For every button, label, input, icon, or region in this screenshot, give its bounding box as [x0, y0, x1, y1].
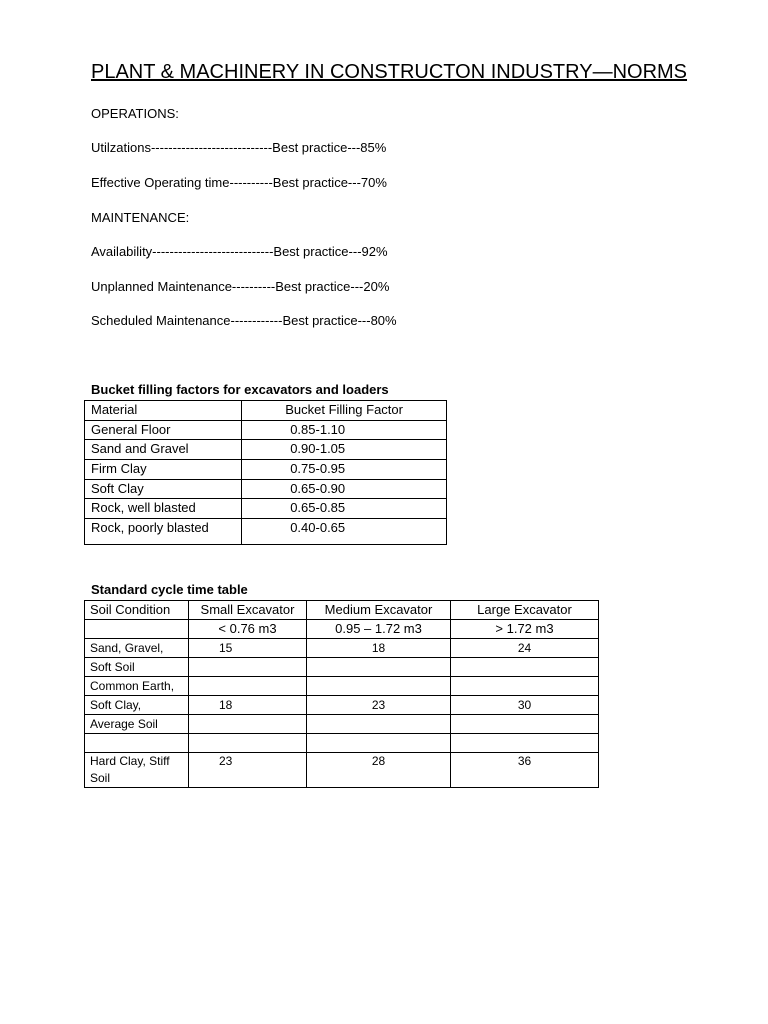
cycle-time-cell — [307, 677, 451, 696]
soil-condition-cell — [85, 734, 189, 753]
factor-cell: 0.40-0.65 — [242, 519, 447, 545]
table-row — [85, 715, 599, 734]
cycle-time-cell: 23 — [307, 696, 451, 715]
cycle-time-cell: 15 — [189, 639, 307, 658]
cycle-time-cell — [451, 658, 599, 677]
table-row — [85, 753, 599, 788]
cycle-time-cell: 36 — [451, 753, 599, 788]
cycle-time-cell: 30 — [451, 696, 599, 715]
factor-cell: 0.75-0.95 — [242, 460, 447, 480]
soil-condition-cell: Soft Clay, — [85, 696, 189, 715]
operations-effective-time-line: Effective Operating time----------Best practice---70% — [91, 175, 387, 190]
material-cell: Sand and Gravel — [85, 440, 242, 460]
cycle-time-cell — [307, 715, 451, 734]
cycle-time-cell — [189, 658, 307, 677]
cycle-time-table — [84, 600, 599, 788]
soil-condition-cell: Average Soil — [85, 715, 189, 734]
operations-utilization-line: Utilzations----------------------------Best practice---85% — [91, 140, 387, 155]
table-subheader-cell — [85, 620, 189, 639]
soil-condition-cell: Soft Soil — [85, 658, 189, 677]
material-cell: Rock, poorly blasted — [85, 519, 242, 545]
table-header-cell: Soil Condition — [85, 601, 189, 620]
cycle-time-cell: 28 — [307, 753, 451, 788]
operations-heading: OPERATIONS: — [91, 106, 179, 121]
maintenance-availability-line: Availability----------------------------Best practice---92% — [91, 244, 388, 259]
table-header-cell: Bucket Filling Factor — [242, 401, 447, 421]
factor-cell: 0.90-1.05 — [242, 440, 447, 460]
table-row — [85, 460, 447, 480]
table-header-row — [85, 401, 447, 421]
table-header-cell: Small Excavator — [189, 601, 307, 620]
maintenance-unplanned-line: Unplanned Maintenance----------Best practice---20% — [91, 279, 390, 294]
material-cell: Soft Clay — [85, 479, 242, 499]
cycle-time-cell: 18 — [189, 696, 307, 715]
material-cell: Rock, well blasted — [85, 499, 242, 519]
table-subheader-row — [85, 620, 599, 639]
factor-cell: 0.85-1.10 — [242, 420, 447, 440]
cycle-table-title: Standard cycle time table — [91, 582, 248, 597]
maintenance-heading: MAINTENANCE: — [91, 210, 190, 225]
table-row — [85, 440, 447, 460]
table-row — [85, 519, 447, 545]
table-subheader-cell: 0.95 – 1.72 m3 — [307, 620, 451, 639]
material-cell: Firm Clay — [85, 460, 242, 480]
soil-condition-cell: Hard Clay, Stiff Soil — [85, 753, 189, 788]
cycle-time-cell — [451, 734, 599, 753]
table-row — [85, 639, 599, 658]
cycle-time-cell — [307, 734, 451, 753]
cycle-time-cell — [189, 677, 307, 696]
cycle-time-cell — [451, 715, 599, 734]
table-row — [85, 677, 599, 696]
document-title: PLANT & MACHINERY IN CONSTRUCTON INDUSTRY—NORMS — [91, 61, 688, 83]
cycle-time-cell — [451, 677, 599, 696]
cycle-time-cell: 23 — [189, 753, 307, 788]
soil-condition-cell: Common Earth, — [85, 677, 189, 696]
table-row — [85, 420, 447, 440]
table-row — [85, 499, 447, 519]
bucket-filling-table — [84, 400, 447, 545]
cycle-time-cell: 18 — [307, 639, 451, 658]
cycle-time-cell — [307, 658, 451, 677]
cycle-time-cell: 24 — [451, 639, 599, 658]
table-row — [85, 658, 599, 677]
factor-cell: 0.65-0.90 — [242, 479, 447, 499]
cycle-time-cell — [189, 715, 307, 734]
table-row — [85, 479, 447, 499]
table-header-cell: Material — [85, 401, 242, 421]
cycle-time-cell — [189, 734, 307, 753]
table-row — [85, 696, 599, 715]
soil-condition-cell: Sand, Gravel, — [85, 639, 189, 658]
bucket-table-title: Bucket filling factors for excavators and loaders — [91, 382, 389, 397]
maintenance-scheduled-line: Scheduled Maintenance------------Best practice---80% — [91, 313, 397, 328]
table-header-row — [85, 601, 599, 620]
table-subheader-cell: < 0.76 m3 — [189, 620, 307, 639]
table-row — [85, 734, 599, 753]
table-subheader-cell: > 1.72 m3 — [451, 620, 599, 639]
factor-cell: 0.65-0.85 — [242, 499, 447, 519]
table-header-cell: Large Excavator — [451, 601, 599, 620]
table-header-cell: Medium Excavator — [307, 601, 451, 620]
material-cell: General Floor — [85, 420, 242, 440]
